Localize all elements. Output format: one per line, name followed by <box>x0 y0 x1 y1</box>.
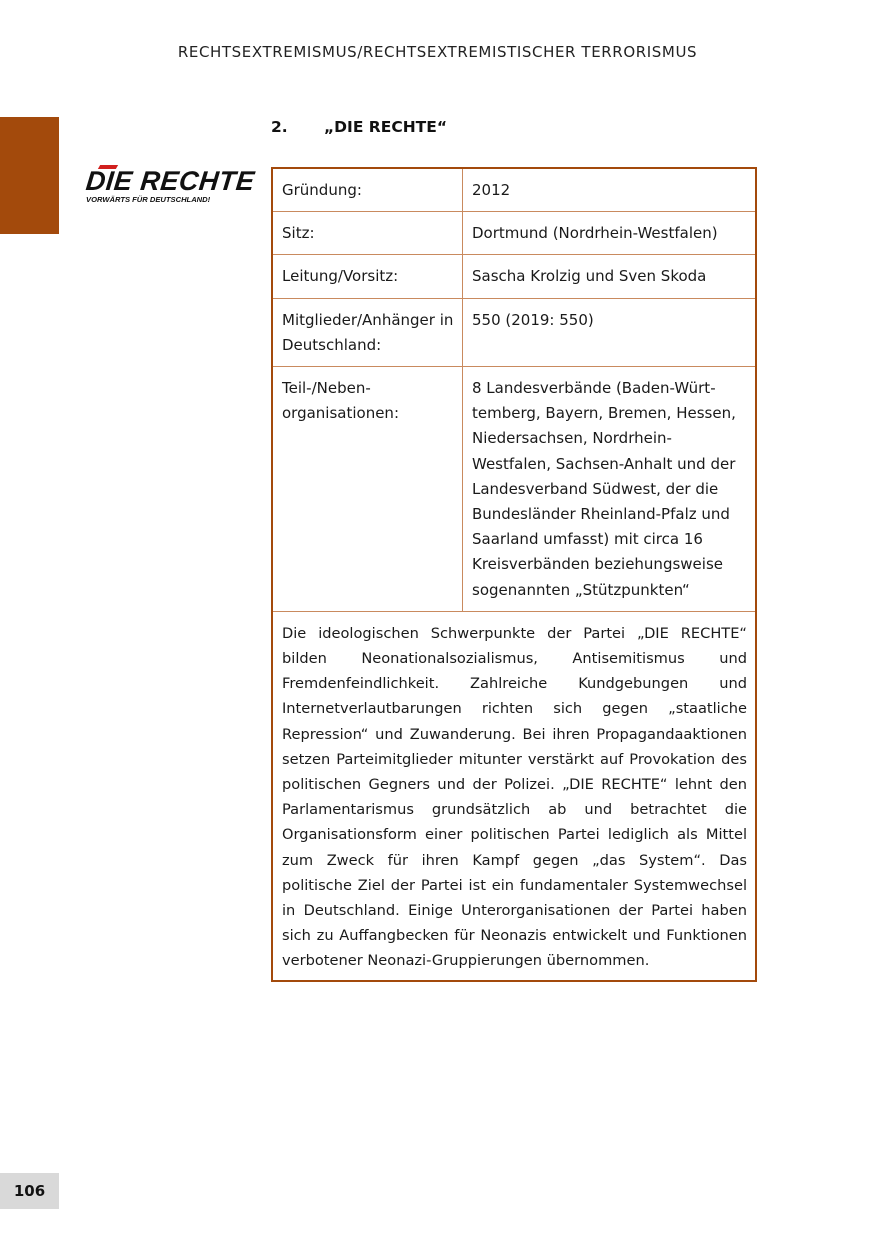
table-row <box>272 298 756 366</box>
section-heading <box>271 118 447 136</box>
section-title: „DIE RECHTE“ <box>324 118 448 136</box>
row-label: Gründung: <box>272 168 463 212</box>
table-row <box>272 168 756 212</box>
logo-slogan: VORWÄRTS FÜR DEUTSCHLAND! <box>86 195 211 204</box>
row-label: Mitglieder/Anhänger in Deutschland: <box>272 298 463 366</box>
row-label: Sitz: <box>272 212 463 255</box>
row-value: Dortmund (Nordrhein-Westfalen) <box>463 212 757 255</box>
page-number: 106 <box>0 1173 59 1209</box>
row-value: Sascha Krolzig und Sven Skoda <box>463 255 757 298</box>
running-header: RECHTSEXTREMISMUS/RECHTSEXTREMISTISCHER TERRORISMUS <box>177 43 698 61</box>
section-number: 2. <box>271 118 288 136</box>
table-row-description <box>272 611 756 980</box>
row-value: 2012 <box>463 168 757 212</box>
row-value: 8 Landesverbände (Baden-Württemberg, Bayern, Bremen, Hessen, Niedersachsen, Nordrhein-Westfalen, Sachsen-Anhalt und der Landesverband Südwest, der die Bundesländer Rheinland-Pfalz und Saarland umfasst) mit circa 16 Kreisverbänden beziehungsweise sogenannten „Stützpunkten“ <box>463 367 757 612</box>
party-logo <box>84 166 257 208</box>
row-label: Leitung/Vorsitz: <box>272 255 463 298</box>
chapter-tab-marker <box>0 117 59 234</box>
fact-table <box>271 167 757 982</box>
party-description: Die ideologischen Schwerpunkte der Partei „DIE RECHTE“ bilden Neonationalsozialismus, Antisemitismus und Fremdenfeindlichkeit. Zahlreiche Kundgebungen und Internetverlautbarungen richten sich gegen „staatliche Repression“ und Zuwanderung. Bei ihren Propagandaaktionen setzen Parteimitglieder mitunter verstärkt auf Provokation des politischen Gegners und der Polizei. „DIE RECHTE“ lehnt den Parlamentarismus grundsätzlich ab und betrachtet die Organisationsform einer politischen Partei lediglich als Mittel zum Zweck für ihren Kampf gegen „das System“. Das politische Ziel der Partei ist ein fundamentaler Systemwechsel in Deutschland. Einige Unterorganisationen der Partei haben sich zu Auffangbecken für Neonazis entwickelt und Funktionen verbotener Neonazi-Gruppierungen übernommen. <box>272 611 756 980</box>
row-label: Teil-/Nebenorganisationen: <box>272 367 463 612</box>
table-row <box>272 255 756 298</box>
logo-main-text: DIE RECHTE <box>84 166 257 196</box>
table-row <box>272 367 756 612</box>
row-value: 550 (2019: 550) <box>463 298 757 366</box>
table-row <box>272 212 756 255</box>
